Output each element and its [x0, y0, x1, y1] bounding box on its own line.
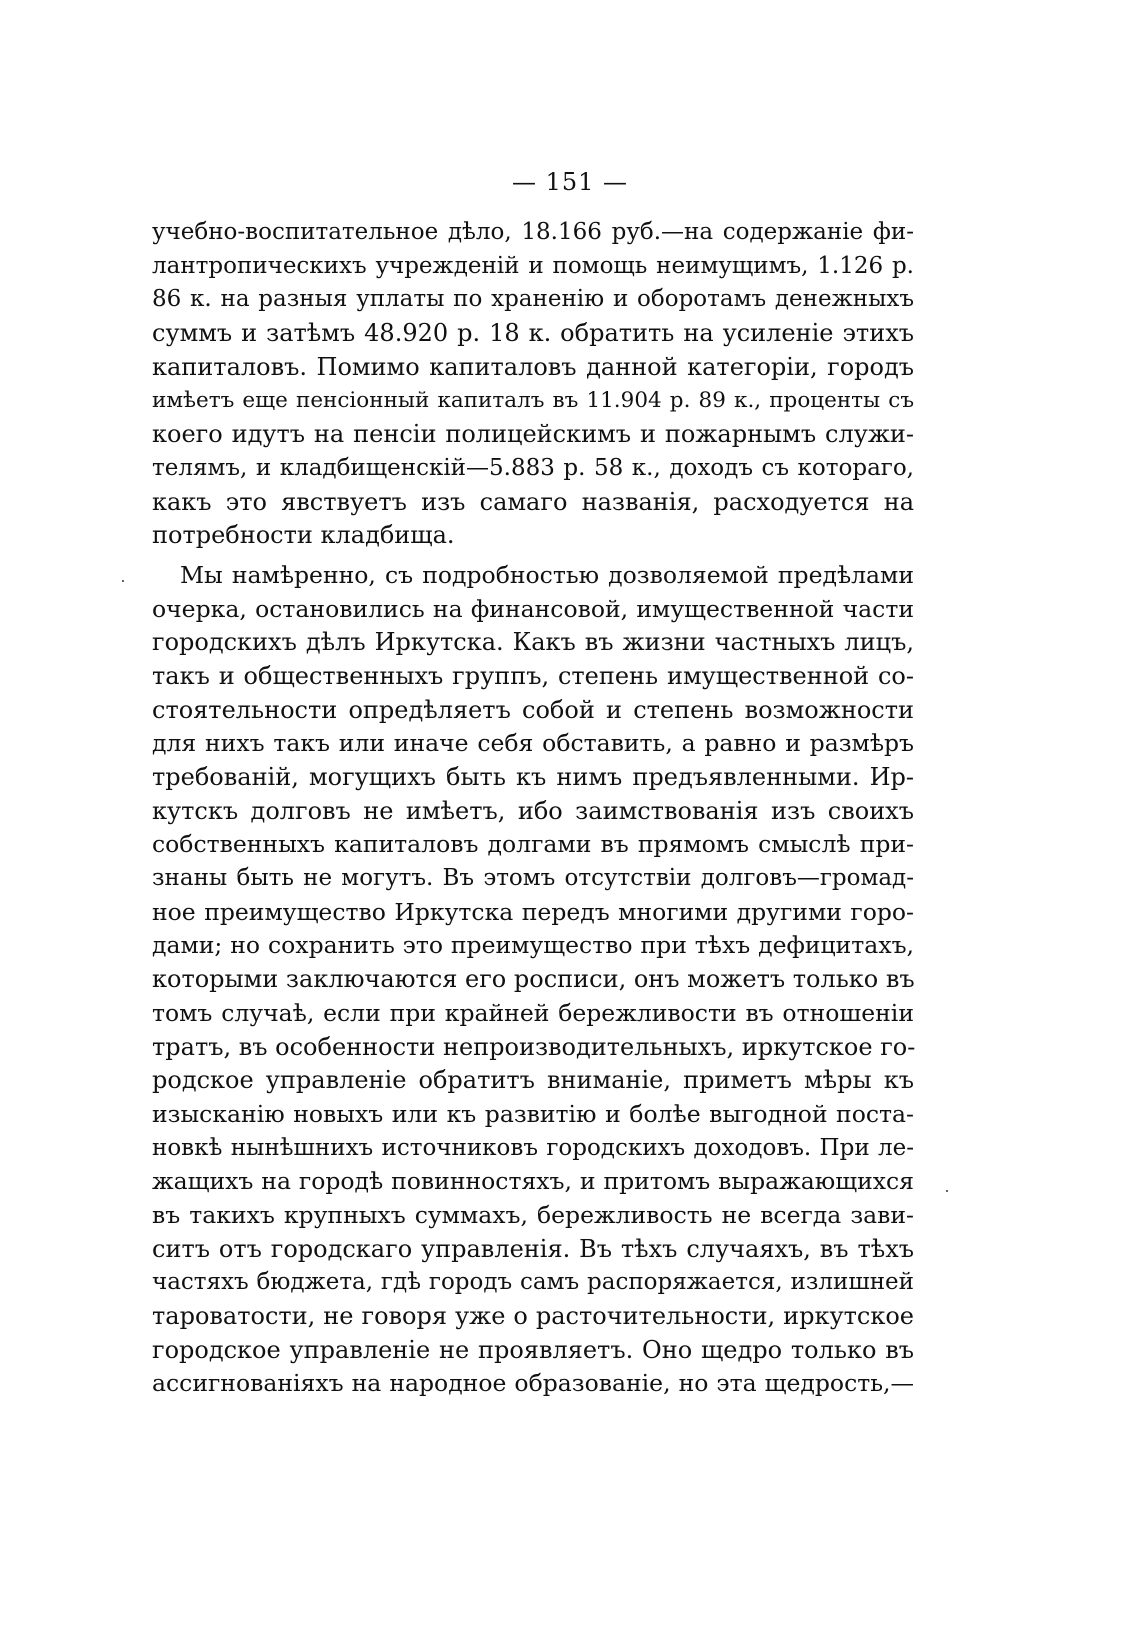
text-line: тратъ, въ особенности непроизводительныхъ, иркутское го-	[152, 1032, 916, 1061]
paragraph-2	[152, 559, 914, 1401]
text-line: суммъ и затѣмъ 48.920 р. 18 к. обратить на усиленіе этихъ	[152, 319, 914, 348]
text-line: тароватости, не говоря уже о расточительности, иркутское	[152, 1302, 914, 1330]
text-line: стоятельности опредѣляетъ собой и степень возможности	[152, 695, 914, 724]
text-line: такъ и общественныхъ группъ, степень имущественной со-	[152, 661, 914, 690]
scan-speck	[122, 580, 124, 582]
text-line: учебно-воспитательное дѣло, 18.166 руб.—на содержаніе фи-	[152, 219, 914, 245]
text-line: частяхъ бюджета, гдѣ городъ самъ распоряжается, излишней	[152, 1269, 914, 1296]
text-line: томъ случаѣ, если при крайней бережливости въ отношеніи	[152, 998, 914, 1027]
text-line: телямъ, и кладбищенскій—5.883 р. 58 к., доходъ съ котораго,	[152, 454, 914, 481]
text-line: жащихъ на городѣ повинностяхъ, и притомъ выражающихся	[152, 1167, 914, 1196]
text-line: имѣетъ еще пенсіонный капиталъ въ 11.904 р. 89 к., проценты съ	[152, 388, 914, 414]
paragraph-1	[152, 216, 914, 553]
page-number: — 151 —	[511, 168, 629, 196]
text-line: дами; но сохранить это преимущество при тѣхъ дефицитахъ,	[152, 931, 914, 960]
text-line: въ такихъ крупныхъ суммахъ, бережливость не всегда зави-	[152, 1200, 914, 1229]
text-line: коего идутъ на пенсіи полицейскимъ и пожарнымъ служи-	[152, 420, 914, 449]
text-line: очерка, остановились на финансовой, имущественной части	[152, 594, 914, 623]
text-line: городскихъ дѣлъ Иркутска. Какъ въ жизни частныхъ лицъ,	[152, 628, 914, 657]
text-line: которыми заключаются его росписи, онъ можетъ только въ	[152, 965, 915, 994]
text-line: собственныхъ капиталовъ долгами въ прямомъ смыслѣ при-	[152, 830, 914, 859]
text-line: ситъ отъ городскаго управленія. Въ тѣхъ случаяхъ, въ тѣхъ	[152, 1234, 914, 1263]
text-line: новкѣ нынѣшнихъ источниковъ городскихъ доходовъ. При ле-	[152, 1134, 914, 1161]
text-line: для нихъ такъ или иначе себя обставить, а равно и размѣръ	[152, 729, 914, 758]
text-line: знаны быть не могутъ. Въ этомъ отсутствіи долговъ—громад-	[152, 865, 914, 892]
scan-speck	[946, 1190, 948, 1192]
text-line: ное преимущество Иркутска передъ многими другими горо-	[152, 897, 914, 926]
text-line: ассигнованіяхъ на народное образованіе, но эта щедрость,—	[152, 1369, 914, 1398]
text-line: лантропическихъ учрежденій и помощь неимущимъ, 1.126 р.	[152, 252, 914, 279]
body-text	[152, 216, 914, 1401]
text-line: 86 к. на разныя уплаты по храненію и оборотамъ денежныхъ	[152, 286, 914, 313]
text-line: потребности кладбища.	[152, 521, 455, 550]
text-line: какъ это явствуетъ изъ самаго названія, расходуется на	[152, 487, 914, 516]
text-line: Мы намѣренно, съ подробностью дозволяемой предѣлами	[180, 560, 914, 589]
text-line: капиталовъ. Помимо капиталовъ данной категоріи, городъ	[152, 352, 914, 381]
text-line: городское управленіе не проявляетъ. Оно щедро только въ	[152, 1335, 914, 1364]
text-line: родское управленіе обратитъ вниманіе, приметъ мѣры къ	[152, 1066, 914, 1095]
text-line: кутскъ долговъ не имѣетъ, ибо заимствованія изъ своихъ	[152, 796, 914, 825]
text-line: требованій, могущихъ быть къ нимъ предъявленными. Ир-	[152, 763, 914, 791]
text-line: изысканію новыхъ или къ развитію и болѣе выгодной поста-	[152, 1099, 914, 1128]
